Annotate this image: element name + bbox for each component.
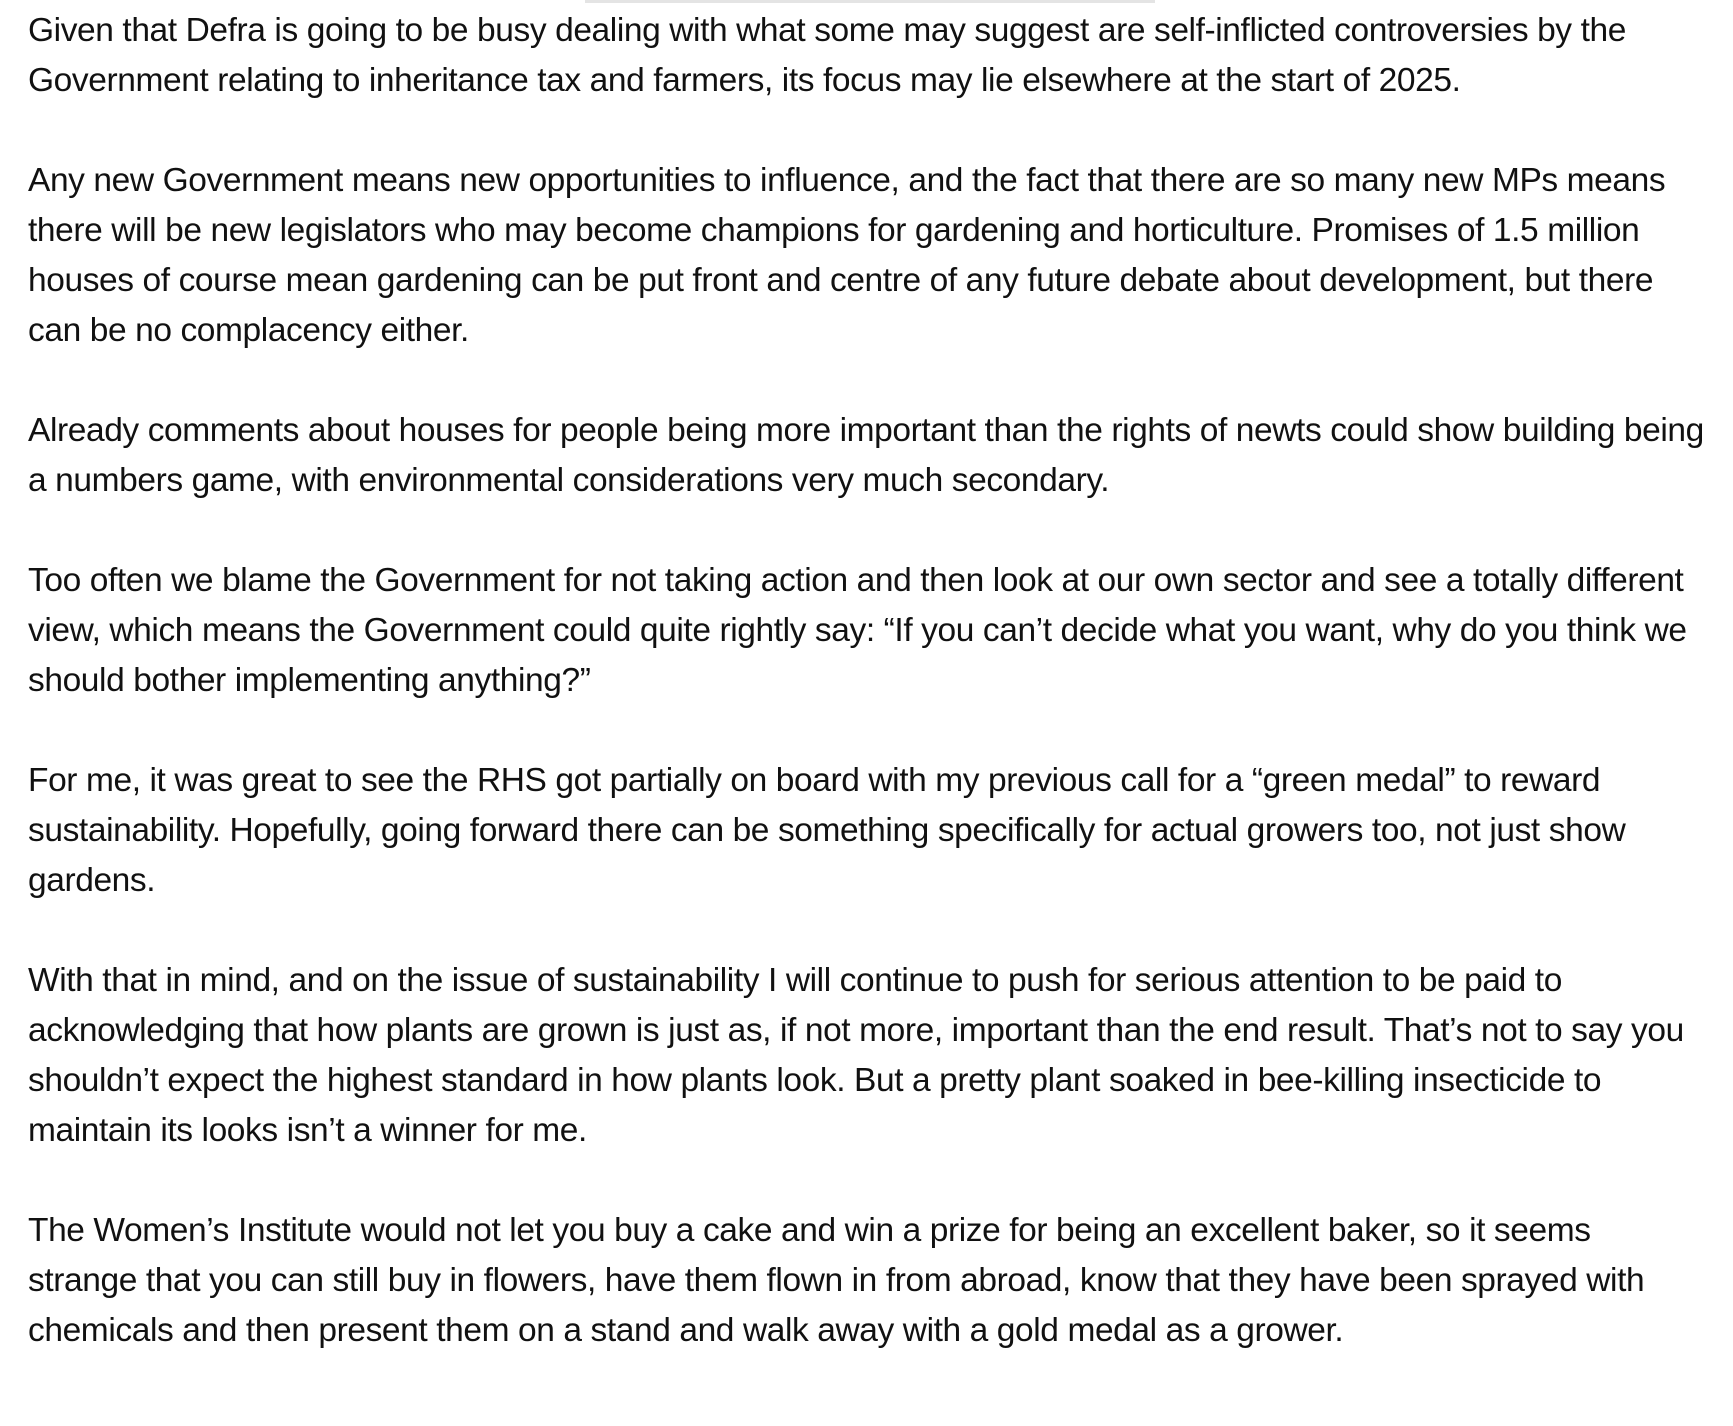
article-body (28, 6, 1708, 1356)
article-paragraph: For me, it was great to see the RHS got partially on board with my previous call for a “green medal” to reward sustainability. Hopefully, going forward there can be something specifically for actual growers too, not just show gardens. (28, 762, 1626, 899)
article-paragraph: Too often we blame the Government for not taking action and then look at our own sector and see a totally different view, which means the Government could quite rightly say: “If you can’t decide what you want, why do you think we should bother implementing anything?” (28, 562, 1687, 699)
article-paragraph: Given that Defra is going to be busy dealing with what some may suggest are self-inflicted controversies by the Government relating to inheritance tax and farmers, its focus may lie elsewhere at the start of 2025. (28, 12, 1626, 99)
article-paragraph: The Women’s Institute would not let you buy a cake and win a prize for being an excellent baker, so it seems strange that you can still buy in flowers, have them flown in from abroad, know that they have been sprayed with chemicals and then present them on a stand and walk away with a gold medal as a grower. (28, 1212, 1645, 1349)
article-paragraph: Any new Government means new opportunities to influence, and the fact that there are so many new MPs means there will be new legislators who may become champions for gardening and horticulture. Promises of 1.5 million houses of course mean gardening can be put front and centre of any future debate about development, but there can be no complacency either. (28, 162, 1666, 349)
article-paragraph: Already comments about houses for people being more important than the rights of newts could show building being a numbers game, with environmental considerations very much secondary. (28, 412, 1704, 499)
top-divider (585, 0, 1155, 3)
article-paragraph: With that in mind, and on the issue of sustainability I will continue to push for serious attention to be paid to acknowledging that how plants are grown is just as, if not more, important than the end result. That’s not to say you shouldn’t expect the highest standard in how plants look. But a pretty plant soaked in bee-killing insecticide to maintain its looks isn’t a winner for me. (28, 962, 1684, 1149)
